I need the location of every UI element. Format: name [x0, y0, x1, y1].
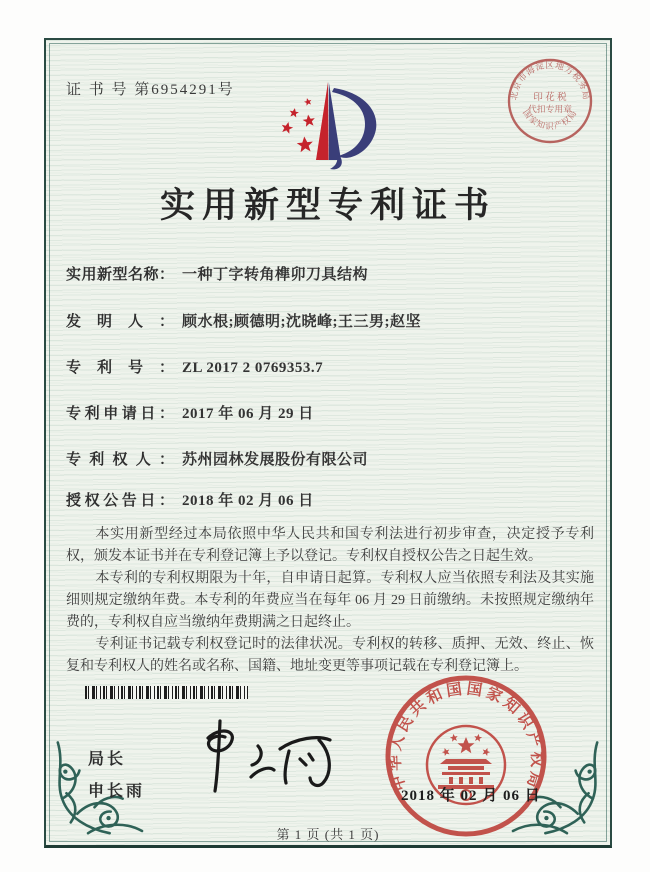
field-label: 授权公告日：	[66, 493, 174, 509]
issue-date: 2018 年 02 月 06 日	[401, 788, 541, 804]
seal-ring-text: 中华人民共和国国家知识产权局	[386, 680, 546, 793]
cnipa-official-seal	[382, 672, 550, 840]
legal-paragraph: 专利证书记载专利权登记时的法律状况。专利权的转移、质押、无效、终止、恢复和专利权人的姓名或名称、国籍、地址变更等事项记载在专利登记簿上。	[66, 637, 594, 674]
field-label: 专利权人：	[66, 452, 174, 468]
field-value: 苏州园林发展股份有限公司	[182, 452, 369, 468]
director-name: 申长雨	[88, 783, 146, 800]
field-patent-number	[66, 356, 323, 377]
field-value: 一种丁字转角榫卯刀具结构	[182, 267, 369, 283]
barcode	[85, 686, 248, 699]
legal-text-block	[66, 524, 594, 678]
field-application-date	[66, 402, 314, 423]
field-label: 专利号：	[66, 360, 174, 376]
field-label: 发明人：	[66, 314, 174, 330]
field-utility-model-name	[66, 263, 368, 284]
page-number-footer: 第 1 页 (共 1 页)	[276, 827, 380, 842]
field-value: 顾水根;顾德明;沈晓峰;王三男;赵坚	[182, 314, 421, 330]
certificate-title: 实用新型专利证书	[159, 186, 496, 225]
tax-stamp-seal	[505, 56, 595, 146]
cnipa-logo-icon	[243, 76, 413, 180]
stamp-bottom-arc-text: 国家知识产权局	[520, 108, 580, 131]
legal-paragraph: 本实用新型经过本局依照中华人民共和国专利法进行初步审查，决定授予专利权，颁发本证书并在专利登记簿上予以登记。专利权自授权公告之日起生效。	[66, 527, 594, 564]
stamp-center-line2: 代扣专用章	[528, 104, 572, 114]
director-signature-icon	[190, 710, 345, 798]
certificate-number: 证 书 号 第6954291号	[66, 82, 235, 98]
field-value: ZL 2017 2 0769353.7	[182, 360, 324, 376]
field-inventors	[66, 310, 421, 331]
field-label: 实用新型名称：	[66, 267, 174, 283]
field-patentee	[66, 448, 368, 469]
field-value: 2018 年 02 月 06 日	[182, 493, 314, 509]
field-value: 2017 年 06 月 29 日	[182, 406, 314, 422]
legal-paragraph: 本专利的专利权期限为十年，自申请日起算。专利权人应当依照专利法及其实施细则规定缴纳年费。本专利的年费应当在每年 06 月 29 日前缴纳。未按照规定缴纳年费的，专利权自应当缴纳年费期满之日起终止。	[66, 571, 594, 630]
director-title: 局长	[88, 751, 127, 768]
stamp-center-line1: 印 花 税	[533, 93, 567, 103]
field-label: 专利申请日：	[66, 406, 174, 422]
field-grant-date	[66, 489, 314, 510]
svg-text:中华人民共和国国家知识产权局	[385, 679, 547, 794]
stamp-top-arc-text: 北京市海淀区地方税务局	[508, 59, 592, 101]
